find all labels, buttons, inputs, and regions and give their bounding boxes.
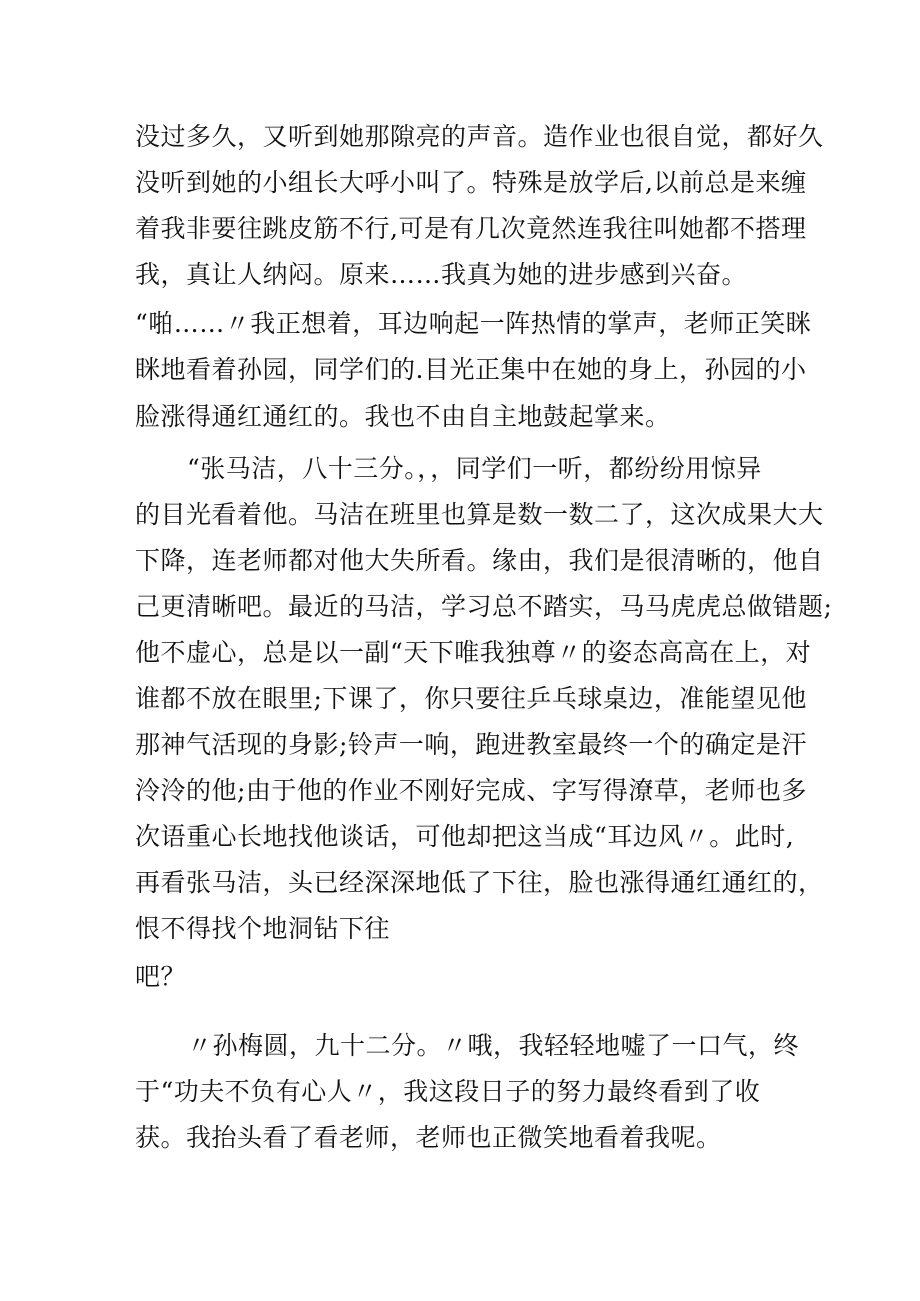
text-line: 他不虚心，总是以一副“天下唯我独尊〃的姿态高高在上，对 [135,638,812,667]
text-line: 再看张马洁，头已经深深地低了下往，脸也涨得通红通红的， [135,868,824,897]
text-line: 获。我抬头看了看老师，老师也正微笑地看着我呢。 [135,1123,722,1152]
text-line: 吧？ [135,962,187,991]
text-line: 恨不得找个地洞钻下往 [135,914,391,943]
text-line: 谁都不放在眼里;下课了，你只要往乒乓球桌边，准能望见他 [135,684,807,713]
text-line: 没听到她的小组长大呼小叫了。特殊是放学后,以前总是来缠 [135,168,807,197]
text-line: 下降，连老师都对他大失所看。缘由，我们是很清晰的，他自 [135,546,824,575]
text-line: “啪……〃我正想着，耳边响起一阵热情的掌声，老师正笑眯 [135,309,812,338]
text-line: 那神气活现的身影;铃声一响，跑进教室最终一个的确定是汗 [135,730,807,759]
text-line: 〃孙梅圆，九十二分。〃哦，我轻轻地嘘了一口气，终 [187,1031,800,1060]
text-line: 泠泠的他;由于他的作业不刚好完成、字写得潦草，老师也多 [135,776,807,805]
text-line: 脸涨得通红通红的。我也不由自主地鼓起掌来。 [135,402,671,431]
text-line: 的目光看着他。马洁在班里也算是数一数二了，这次成果大大 [135,500,824,529]
text-line: 没过多久，又听到她那隙亮的声音。造作业也很自觉，都好久 [135,122,824,151]
text-line: 次语重心长地找他谈话，可他却把这当成“耳边风〃。此时, [135,822,795,851]
text-line: 眯地看着孙园，同学们的.目光正集中在她的身上，孙园的小 [135,355,807,384]
text-line: 着我非要往跳皮筋不行,可是有几次竟然连我往叫她都不搭理 [135,214,807,243]
text-line: 我，真让人纳闷。原来……我真为她的进步感到兴奋。 [135,260,748,289]
text-line: 己更清晰吧。最近的马洁，学习总不踏实，马马虎虎总做错题; [135,592,833,621]
text-line: “张马洁，八十三分。，，同学们一听，都纷纷用惊异 [187,454,762,483]
text-line: 于“功夫不负有心人〃，我这段日子的努力最终看到了收 [135,1077,761,1106]
